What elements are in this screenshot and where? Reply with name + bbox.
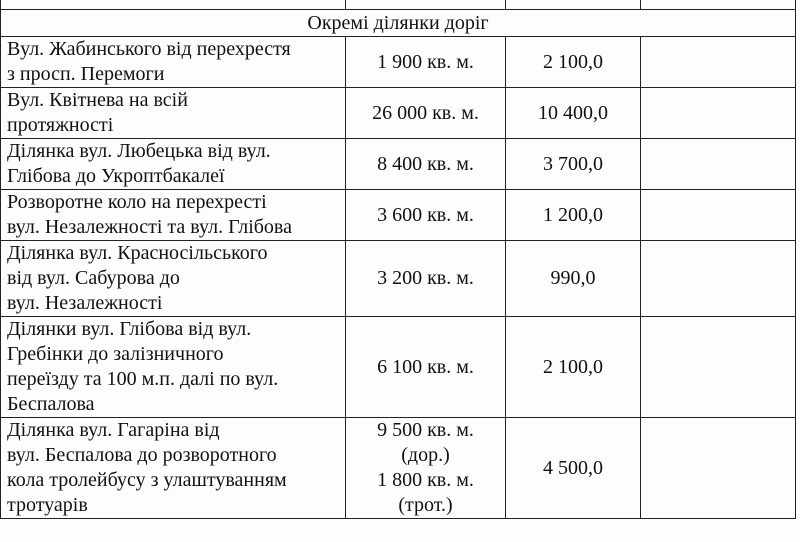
table-cell	[1, 0, 346, 10]
road-section-area-line: 6 100 кв. м.	[377, 355, 474, 378]
road-section-note	[641, 241, 796, 317]
road-section-area-line: 9 500 кв. м.	[377, 419, 474, 441]
road-section-area	[346, 317, 506, 418]
road-section-area-line: 8 400 кв. м.	[377, 152, 474, 175]
road-section-cost: 990,0	[506, 241, 641, 317]
table-cell	[641, 0, 796, 10]
road-section-area	[346, 139, 506, 190]
road-section-note	[641, 418, 796, 519]
road-section-name-line: Вул. Квітнева на всій	[7, 89, 188, 111]
table-row	[1, 241, 796, 317]
road-section-name-line: вул. Незалежності та вул. Глібова	[7, 216, 292, 238]
table-row	[1, 88, 796, 139]
road-section-area	[346, 37, 506, 88]
table-row	[1, 139, 796, 190]
road-section-name	[1, 241, 346, 317]
road-section-name	[1, 190, 346, 241]
road-section-name-line: з просп. Перемоги	[7, 63, 165, 85]
road-section-name-line: вул. Беспалова до розворотного	[7, 444, 277, 466]
table-row	[1, 317, 796, 418]
table-row	[1, 418, 796, 519]
road-section-name-line: переїзду та 100 м.п. далі по вул.	[7, 368, 279, 390]
road-section-cost: 1 200,0	[506, 190, 641, 241]
road-section-name-line: протяжності	[7, 114, 114, 136]
road-section-name-line: кола тролейбусу з улаштуванням	[7, 469, 287, 491]
table-cell	[346, 0, 506, 10]
road-section-name	[1, 418, 346, 519]
road-section-name-line: Гребінки до залізничного	[7, 343, 224, 365]
road-section-name	[1, 37, 346, 88]
road-section-name	[1, 317, 346, 418]
road-section-name-line: Ділянка вул. Гагаріна від	[7, 419, 220, 441]
road-section-name-line: Беспалова	[7, 393, 95, 415]
road-section-note	[641, 190, 796, 241]
road-section-area-line: (дор.)	[401, 444, 450, 466]
road-section-area-line: 26 000 кв. м.	[372, 101, 479, 124]
road-section-name-line: від вул. Сабурова до	[7, 267, 180, 289]
road-section-cost: 10 400,0	[506, 88, 641, 139]
road-section-area-line: 3 200 кв. м.	[377, 267, 474, 289]
road-section-note	[641, 317, 796, 418]
section-title: Окремі ділянки доріг	[1, 10, 796, 37]
road-section-cost: 2 100,0	[506, 317, 641, 418]
road-section-name	[1, 139, 346, 190]
road-section-note	[641, 37, 796, 88]
road-section-cost: 2 100,0	[506, 37, 641, 88]
road-section-area	[346, 241, 506, 317]
road-section-name-line: Глібова до Укроптбакалеї	[7, 165, 225, 187]
road-section-area	[346, 418, 506, 519]
road-section-note	[641, 139, 796, 190]
table-top-strip	[1, 0, 796, 10]
road-section-name-line: Розворотне коло на перехресті	[7, 191, 267, 213]
road-section-name-line: тротуарів	[7, 494, 88, 516]
roads-table-body	[1, 0, 796, 519]
road-section-name-line: вул. Незалежності	[7, 292, 163, 314]
road-section-name-line: Вул. Жабинського від перехрестя	[7, 38, 291, 60]
road-section-area-line: 1 900 кв. м.	[377, 50, 474, 73]
road-section-name-line: Ділянка вул. Любецька від вул.	[7, 140, 271, 162]
road-section-note	[641, 88, 796, 139]
road-section-area-line: (трот.)	[398, 494, 453, 516]
road-section-area	[346, 88, 506, 139]
road-section-name-line: Ділянка вул. Красносільського	[7, 242, 268, 264]
table-cell	[506, 0, 641, 10]
road-section-area-line: 3 600 кв. м.	[377, 203, 474, 226]
table-row	[1, 190, 796, 241]
road-section-cost: 4 500,0	[506, 418, 641, 519]
road-section-area	[346, 190, 506, 241]
table-row	[1, 37, 796, 88]
section-header-row	[1, 10, 796, 37]
road-section-name	[1, 88, 346, 139]
road-section-name-line: Ділянки вул. Глібова від вул.	[7, 318, 252, 340]
road-section-area-line: 1 800 кв. м.	[377, 469, 474, 491]
road-section-cost: 3 700,0	[506, 139, 641, 190]
